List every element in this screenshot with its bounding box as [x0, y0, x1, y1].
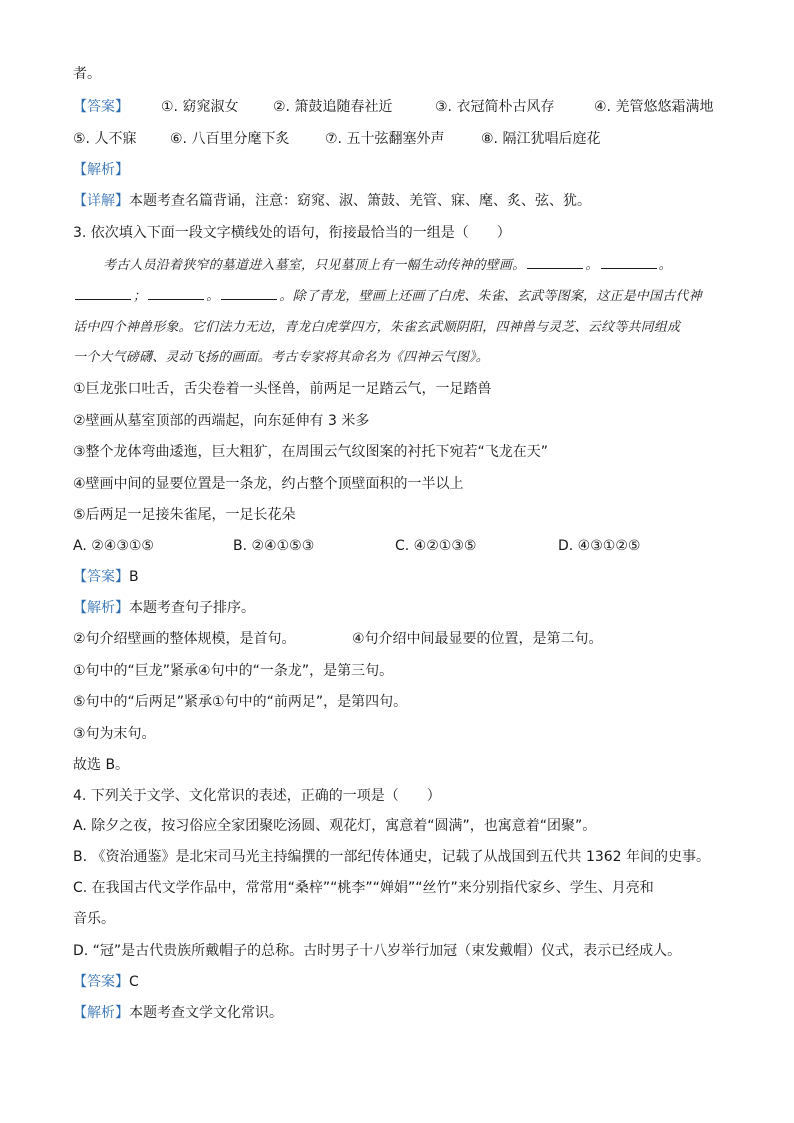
- passage-punct: 。: [658, 258, 672, 273]
- blank-4: [148, 287, 204, 300]
- q4-option-c: C. 在我国古代文学作品中，常常用“桑梓”“桃李”“婵娟”“丝竹”来分别指代家乡、学生、月亮和: [73, 880, 654, 896]
- q3-option-d: D. ④③①②⑤: [558, 538, 641, 554]
- blank-3: [75, 287, 131, 300]
- q3-analysis-line-4: ⑤句中的“后两足”紧承①句中的“前两足”，是第四句。: [73, 694, 408, 710]
- q3-sentence-1: ①巨龙张口吐舌，舌尖卷着一头怪兽，前两足一足踏云气，一足踏兽: [73, 381, 492, 397]
- q3-sentence-4: ④壁画中间的显要位置是一条龙，约占整个顶壁面积的一半以上: [73, 476, 464, 492]
- answer-item-2: ②. 箫鼓追随春社近: [273, 99, 393, 115]
- q3-analysis-line-5: ③句为末句。: [73, 726, 156, 742]
- passage-punct: 。: [585, 258, 599, 273]
- answer-item-7: ⑦. 五十弦翻塞外声: [325, 131, 445, 147]
- passage-text: 。除了青龙，壁画上还画了白虎、朱雀、玄武等图案，这正是中国古代神: [279, 289, 702, 304]
- q3-analysis-line-1: ②句介绍壁画的整体规模，是首句。: [73, 631, 296, 647]
- q2-analysis-label: 【解析】: [73, 162, 129, 178]
- blank-2: [601, 256, 657, 269]
- analysis-label: 【解析】: [73, 600, 129, 616]
- q3-sentence-2: ②壁画从墓室顶部的西端起，向东延伸有 3 米多: [73, 413, 370, 429]
- blank-1: [527, 256, 583, 269]
- analysis-intro: 本题考查文学文化常识。: [129, 1005, 283, 1021]
- passage-punct: 。: [206, 289, 220, 304]
- q2-detail: [73, 191, 591, 211]
- answer-label: 【答案】: [73, 99, 129, 115]
- passage-punct: ；: [133, 289, 147, 304]
- q3-sentence-3: ③整个龙体弯曲逶迤，巨大粗犷，在周围云气纹图案的衬托下宛若“飞龙在天”: [73, 444, 549, 460]
- answer-label: 【答案】: [73, 569, 129, 585]
- answer-value: C: [129, 974, 139, 990]
- q2-answer-row-1: [73, 97, 714, 117]
- analysis-label: 【解析】: [73, 1005, 129, 1021]
- q3-passage-line-4: 一个大气磅礴、灵动飞扬的画面。考古专家将其命名为《四神云气图》。: [73, 350, 489, 365]
- answer-item-5: ⑤. 人不寐: [73, 131, 137, 147]
- analysis-intro: 本题考查句子排序。: [129, 600, 255, 616]
- q3-passage-line-1: [103, 256, 672, 276]
- q3-option-c: C. ④②①③⑤: [395, 538, 477, 554]
- q4-option-a: A. 除夕之夜，按习俗应全家团聚吃汤圆、观花灯，寓意着“圆满”，也寓意着“团聚”。: [73, 818, 597, 834]
- answer-item-4: ④. 羌管悠悠霜满地: [594, 99, 714, 115]
- q4-answer: [73, 972, 139, 992]
- q3-analysis-line-2: ④句介绍中间最显要的位置，是第二句。: [352, 631, 603, 647]
- passage-text: 考古人员沿着狭窄的墓道进入墓室，只见墓顶上有一幅生动传神的壁画。: [103, 258, 526, 273]
- blank-5: [221, 287, 277, 300]
- answer-item-8: ⑧. 隔江犹唱后庭花: [481, 131, 601, 147]
- q3-analysis-line-3: ①句中的“巨龙”紧承④句中的“一条龙”，是第三句。: [73, 663, 394, 679]
- q4-option-b: B. 《资治通鉴》是北宋司马光主持编撰的一部纪传体通史，记载了从战国到五代共 1362 年间的史事。: [73, 849, 711, 865]
- q3-question: 3. 依次填入下面一段文字横线处的语句，衔接最恰当的一组是（ ）: [73, 225, 511, 241]
- q3-sentence-5: ⑤后两足一足接朱雀尾，一足长花朵: [73, 507, 296, 523]
- answer-item-1: ①. 窈窕淑女: [161, 99, 239, 115]
- q3-option-a: A. ②④③①⑤: [73, 538, 154, 554]
- q3-passage-line-3: 话中四个神兽形象。它们法力无边，青龙白虎掌四方，朱雀玄武顺阴阳，四神兽与灵芝、云纹等共同组成: [73, 320, 681, 335]
- q3-analysis: [73, 598, 255, 618]
- detail-text: 本题考查名篇背诵，注意：窈窕、淑、箫鼓、羌管、寐、麾、炙、弦、犹。: [129, 193, 591, 209]
- q3-passage-line-2: [73, 287, 702, 307]
- q3-option-b: B. ②④①⑤③: [233, 538, 315, 554]
- answer-value: B: [129, 569, 139, 585]
- answer-label: 【答案】: [73, 974, 129, 990]
- detail-label: 【详解】: [73, 193, 129, 209]
- q3-analysis-line-6: 故选 B。: [73, 757, 130, 773]
- q3-answer: [73, 567, 139, 587]
- answer-item-3: ③. 衣冠简朴古风存: [435, 99, 555, 115]
- top-fragment: 者。: [73, 66, 101, 82]
- q4-question: 4. 下列关于文学、文化常识的表述，正确的一项是（ ）: [73, 788, 441, 804]
- q4-option-d: D. “冠”是古代贵族所戴帽子的总称。古时男子十八岁举行加冠（束发戴帽）仪式，表示已经成人。: [73, 943, 682, 959]
- q4-analysis: [73, 1003, 283, 1023]
- answer-item-6: ⑥. 八百里分麾下炙: [170, 131, 290, 147]
- q4-option-c-cont: 音乐。: [73, 911, 115, 927]
